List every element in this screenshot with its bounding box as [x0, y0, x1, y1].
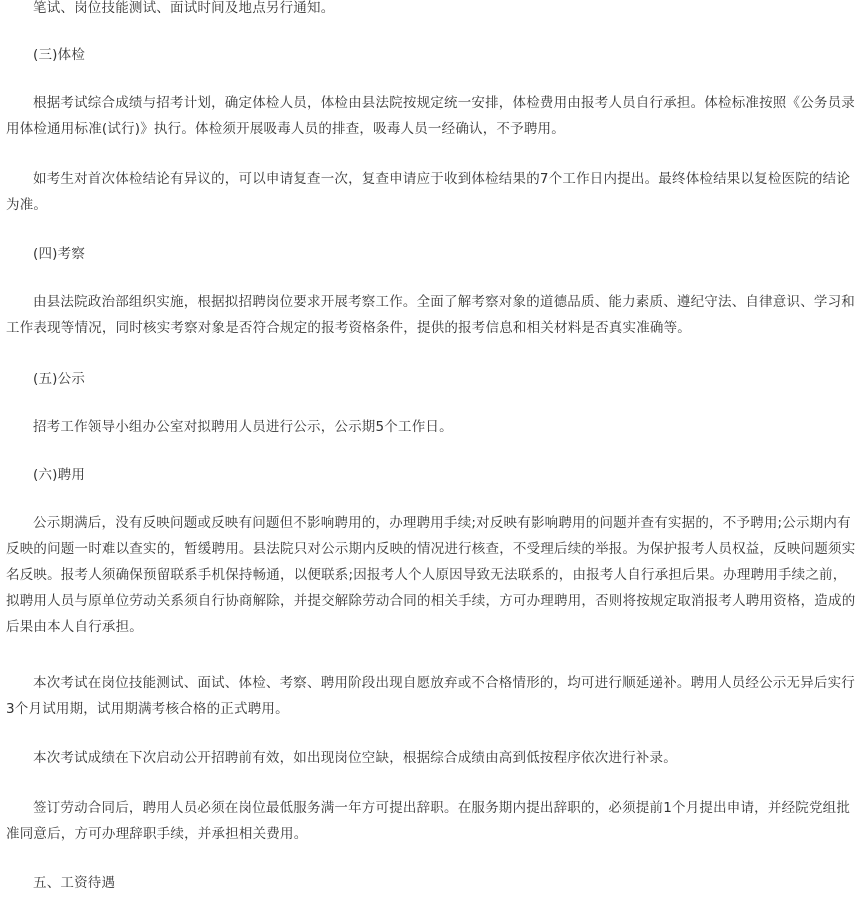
section-heading-publicity: (五)公示: [33, 371, 86, 387]
section-heading-employment: (六)聘用: [33, 467, 86, 483]
paragraph-publicity-1: 招考工作领导小组办公室对拟聘用人员进行公示，公示期5个工作日。: [33, 419, 453, 435]
section-heading-physical-exam: (三)体检: [33, 47, 86, 63]
paragraph-top-line: 笔试、岗位技能测试、面试时间及地点另行通知。: [33, 0, 335, 16]
section-heading-wage: 五、工资待遇: [33, 875, 116, 891]
paragraph-physical-exam-1: 根据考试综合成绩与招考计划，确定体检人员，体检由县法院按规定统一安排，体检费用由报考人员自行承担。体检标准按照《公务员录用体检通用标准(试行)》执行。体检须开展吸毒人员的排查，吸毒人员一经确认，不予聘用。: [6, 95, 855, 137]
section-heading-inspection: (四)考察: [33, 246, 86, 262]
paragraph-employment-3: 本次考试成绩在下次启动公开招聘前有效，如出现岗位空缺，根据综合成绩由高到低按程序依次进行补录。: [33, 750, 677, 766]
paragraph-employment-2: 本次考试在岗位技能测试、面试、体检、考察、聘用阶段出现自愿放弃或不合格情形的，均可进行顺延递补。聘用人员经公示无异后实行3个月试用期，试用期满考核合格的正式聘用。: [6, 675, 855, 717]
paragraph-physical-exam-2: 如考生对首次体检结论有异议的，可以申请复查一次，复查申请应于收到体检结果的7个工作日内提出。最终体检结果以复检医院的结论为准。: [6, 171, 851, 213]
paragraph-employment-4: 签订劳动合同后，聘用人员必须在岗位最低服务满一年方可提出辞职。在服务期内提出辞职的，必须提前1个月提出申请，并经院党组批准同意后，方可办理辞职手续，并承担相关费用。: [6, 800, 851, 842]
paragraph-inspection-1: 由县法院政治部组织实施，根据拟招聘岗位要求开展考察工作。全面了解考察对象的道德品质、能力素质、遵纪守法、自律意识、学习和工作表现等情况，同时核实考察对象是否符合规定的报考资格条件，提供的报考信息和相关材料是否真实准确等。: [6, 294, 855, 336]
paragraph-employment-1: 公示期满后，没有反映问题或反映有问题但不影响聘用的，办理聘用手续;对反映有影响聘用的问题并查有实据的，不予聘用;公示期内有反映的问题一时难以查实的，暂缓聘用。县法院只对公示期内反映的情况进行核查，不受理后续的举报。为保护报考人员权益，反映问题须实名反映。报考人须确保预留联系手机保持畅通，以便联系;因报考人个人原因导致无法联系的，由报考人自行承担后果。办理聘用手续之前，拟聘用人员与原单位劳动关系须自行协商解除，并提交解除劳动合同的相关手续，方可办理聘用，否则将按规定取消报考人聘用资格，造成的后果由本人自行承担。: [6, 515, 856, 635]
